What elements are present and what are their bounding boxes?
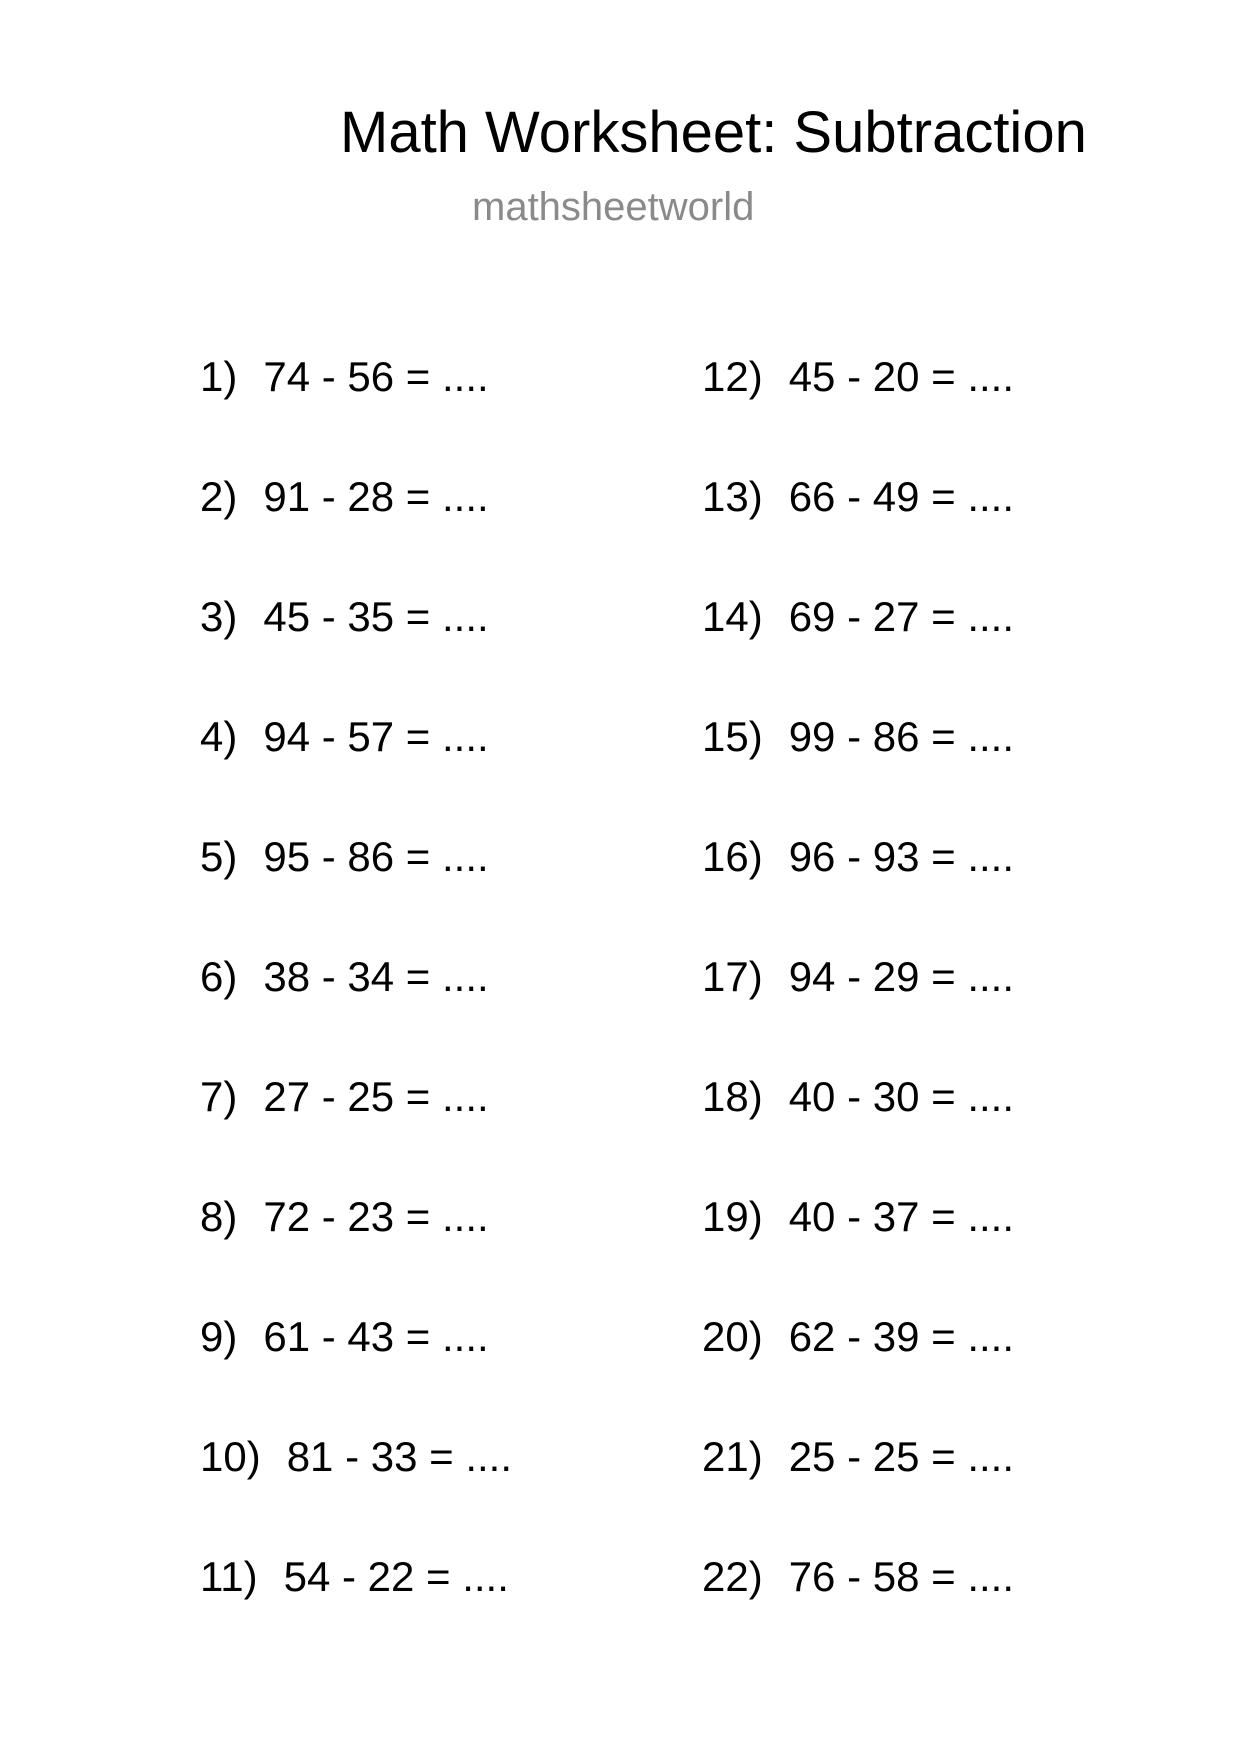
problem-number: 11) bbox=[200, 1553, 258, 1600]
problem-number: 13) bbox=[702, 473, 763, 520]
problem-expression: 72 - 23 = .... bbox=[263, 1193, 489, 1240]
problem-item bbox=[702, 830, 1014, 950]
problem-expression: 54 - 22 = .... bbox=[283, 1553, 509, 1600]
problem-number: 1) bbox=[200, 353, 238, 400]
problem-expression: 62 - 39 = .... bbox=[788, 1313, 1015, 1360]
problem-number: 10) bbox=[200, 1433, 261, 1480]
problem-expression: 61 - 43 = .... bbox=[263, 1313, 489, 1360]
problem-number: 3) bbox=[200, 593, 238, 640]
problem-expression: 27 - 25 = .... bbox=[263, 1073, 489, 1120]
problem-number: 14) bbox=[702, 593, 763, 640]
problem-number: 16) bbox=[702, 833, 763, 880]
worksheet-title: Math Worksheet: Subtraction bbox=[340, 100, 1087, 165]
problem-item bbox=[200, 470, 512, 590]
problem-expression: 45 - 20 = .... bbox=[788, 353, 1015, 400]
problem-expression: 96 - 93 = .... bbox=[788, 833, 1015, 880]
problem-expression: 66 - 49 = .... bbox=[788, 473, 1015, 520]
problem-expression: 99 - 86 = .... bbox=[788, 713, 1015, 760]
problem-number: 19) bbox=[702, 1193, 763, 1240]
brand-name: mathsheetworld bbox=[472, 185, 755, 229]
problem-number: 8) bbox=[200, 1193, 238, 1240]
problem-expression: 40 - 37 = .... bbox=[788, 1193, 1015, 1240]
problem-number: 15) bbox=[702, 713, 763, 760]
problem-item bbox=[702, 590, 1014, 710]
problem-number: 4) bbox=[200, 713, 238, 760]
problem-number: 7) bbox=[200, 1073, 238, 1120]
problem-column-right bbox=[702, 350, 1014, 1670]
problem-expression: 74 - 56 = .... bbox=[263, 353, 489, 400]
problem-item bbox=[200, 1430, 512, 1550]
problem-item bbox=[702, 1430, 1014, 1550]
problem-expression: 91 - 28 = .... bbox=[263, 473, 489, 520]
problem-number: 17) bbox=[702, 953, 763, 1000]
problem-item bbox=[702, 1550, 1014, 1670]
problem-item bbox=[200, 1070, 512, 1190]
problem-expression: 76 - 58 = .... bbox=[788, 1553, 1015, 1600]
problem-expression: 69 - 27 = .... bbox=[788, 593, 1015, 640]
problem-item bbox=[200, 590, 512, 710]
problem-expression: 94 - 57 = .... bbox=[263, 713, 489, 760]
problem-column-left bbox=[200, 350, 512, 1670]
problem-expression: 94 - 29 = .... bbox=[788, 953, 1015, 1000]
problem-item bbox=[702, 710, 1014, 830]
problem-number: 18) bbox=[702, 1073, 763, 1120]
problem-item bbox=[702, 350, 1014, 470]
problem-number: 20) bbox=[702, 1313, 763, 1360]
problem-item bbox=[702, 950, 1014, 1070]
problem-number: 2) bbox=[200, 473, 238, 520]
problem-item bbox=[200, 830, 512, 950]
problem-item bbox=[200, 1190, 512, 1310]
problem-number: 6) bbox=[200, 953, 238, 1000]
problem-expression: 40 - 30 = .... bbox=[788, 1073, 1015, 1120]
problem-item bbox=[702, 470, 1014, 590]
problem-number: 21) bbox=[702, 1433, 763, 1480]
problem-item bbox=[200, 1550, 512, 1670]
problem-item bbox=[200, 710, 512, 830]
problem-expression: 38 - 34 = .... bbox=[263, 953, 489, 1000]
problem-expression: 95 - 86 = .... bbox=[263, 833, 489, 880]
problem-number: 22) bbox=[702, 1553, 763, 1600]
problem-number: 12) bbox=[702, 353, 763, 400]
problem-item bbox=[200, 950, 512, 1070]
problem-item bbox=[200, 1310, 512, 1430]
problem-item bbox=[702, 1070, 1014, 1190]
problem-number: 9) bbox=[200, 1313, 238, 1360]
problem-item bbox=[702, 1310, 1014, 1430]
problem-expression: 45 - 35 = .... bbox=[263, 593, 489, 640]
problem-expression: 25 - 25 = .... bbox=[788, 1433, 1015, 1480]
problem-item bbox=[200, 350, 512, 470]
problem-item bbox=[702, 1190, 1014, 1310]
problem-expression: 81 - 33 = .... bbox=[286, 1433, 513, 1480]
problem-number: 5) bbox=[200, 833, 238, 880]
